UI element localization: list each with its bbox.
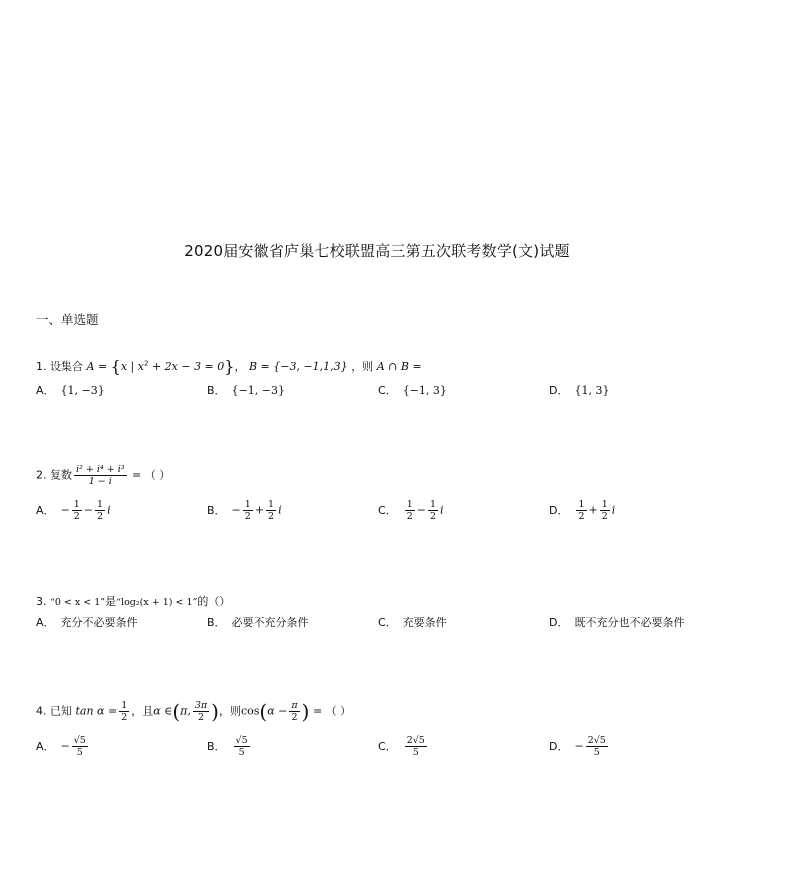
sign: − bbox=[60, 503, 70, 517]
condition-1: “0 < x < 1” bbox=[50, 597, 106, 608]
option-letter: C． bbox=[378, 739, 397, 753]
option-c bbox=[378, 735, 429, 758]
fraction: $\frac{1}{2}$ bbox=[244, 499, 251, 522]
left-brace-icon: { bbox=[110, 357, 121, 376]
stem-mid: ，且 bbox=[131, 704, 154, 718]
option-d bbox=[549, 735, 610, 758]
exponent: 2 bbox=[143, 359, 149, 368]
imaginary-unit: i bbox=[611, 503, 616, 517]
imaginary-unit: i bbox=[278, 503, 282, 517]
fraction: $\frac{√5}{5}$ bbox=[73, 735, 86, 758]
numerator: i² + i⁴ + i³ bbox=[76, 464, 125, 475]
target-expression: A ∩ B = bbox=[376, 360, 422, 373]
fraction: $\frac{\pi}{2}$ bbox=[291, 700, 298, 723]
stem-prefix: 已知 bbox=[50, 704, 72, 718]
option-d bbox=[549, 616, 684, 630]
stem-tail: 的（） bbox=[197, 595, 231, 608]
option-letter: B． bbox=[207, 384, 226, 397]
complex-fraction bbox=[74, 464, 127, 487]
option-letter: D． bbox=[549, 616, 569, 629]
option-c bbox=[378, 616, 447, 630]
stem-mid: ，则 bbox=[351, 360, 374, 373]
stem-prefix: 复数 bbox=[50, 468, 72, 482]
option-a bbox=[36, 384, 105, 398]
option-b bbox=[207, 384, 285, 398]
membership: α ∈ bbox=[153, 704, 173, 718]
fraction: $\frac{1}{2}$ bbox=[121, 700, 128, 723]
option-letter: A． bbox=[36, 616, 55, 629]
option-letter: D． bbox=[549, 739, 569, 753]
stem-suffix: = （ ） bbox=[312, 704, 352, 718]
tan-expression: tan α = bbox=[75, 704, 118, 718]
condition-2: “log₂(x + 1) < 1” bbox=[116, 597, 198, 608]
option-b bbox=[207, 499, 282, 522]
fraction: $\frac{1}{2}$ bbox=[429, 499, 436, 522]
option-letter: C． bbox=[378, 384, 397, 397]
sign: − bbox=[416, 503, 426, 517]
stem-mid: 是 bbox=[105, 595, 117, 608]
option-letter: A． bbox=[36, 384, 55, 397]
option-c bbox=[378, 499, 444, 522]
denominator: 1 − i bbox=[88, 476, 112, 487]
set-b: B = {−3, −1,1,3} bbox=[248, 360, 348, 373]
fraction: $\frac{√5}{5}$ bbox=[235, 735, 248, 758]
imaginary-unit: i bbox=[107, 503, 111, 517]
option-a bbox=[36, 499, 111, 522]
fraction: $\frac{1}{2}$ bbox=[601, 499, 608, 522]
interval-left: π, bbox=[180, 704, 191, 718]
option-b bbox=[207, 735, 252, 758]
question-4-stem bbox=[36, 700, 351, 723]
option-letter: B． bbox=[207, 739, 226, 753]
option-text: {1, −3} bbox=[60, 384, 105, 397]
sign: − bbox=[574, 739, 584, 753]
option-d bbox=[549, 499, 615, 522]
sign: + bbox=[588, 503, 598, 517]
option-text: {−1, 3} bbox=[402, 384, 447, 397]
cos-expression: cos bbox=[240, 704, 260, 718]
sign: − bbox=[83, 503, 94, 517]
right-paren-icon: ) bbox=[211, 699, 219, 724]
option-letter: A． bbox=[36, 503, 55, 517]
left-paren-icon: ( bbox=[259, 699, 268, 724]
option-text: {−1, −3} bbox=[231, 384, 285, 397]
imaginary-unit: i bbox=[440, 503, 444, 517]
sign: − bbox=[231, 503, 241, 517]
stem-mid: ，则 bbox=[218, 704, 241, 718]
question-3-stem bbox=[36, 595, 230, 610]
stem-suffix: = （ ） bbox=[132, 468, 171, 482]
option-letter: B． bbox=[207, 503, 226, 517]
section-heading: 一、单选题 bbox=[36, 312, 99, 327]
option-text: 既不充分也不必要条件 bbox=[574, 616, 685, 629]
question-2-stem bbox=[36, 464, 170, 487]
option-a bbox=[36, 735, 90, 758]
fraction: $\frac{3\pi}{2}$ bbox=[194, 700, 208, 723]
option-letter: B． bbox=[207, 616, 226, 629]
fraction: $\frac{1}{2}$ bbox=[578, 499, 585, 522]
left-paren-icon: ( bbox=[172, 699, 181, 724]
option-a bbox=[36, 616, 138, 630]
option-letter: C． bbox=[378, 616, 397, 629]
stem-prefix: 设集合 bbox=[50, 360, 83, 373]
set-a-tail: + 2x − 3 = 0 bbox=[151, 360, 225, 373]
option-text: 充要条件 bbox=[402, 616, 447, 629]
question-number: 3. bbox=[36, 595, 47, 608]
option-letter: A． bbox=[36, 739, 55, 753]
fraction: $\frac{1}{2}$ bbox=[73, 499, 80, 522]
sign: + bbox=[254, 503, 265, 517]
option-text: 充分不必要条件 bbox=[60, 616, 138, 629]
fraction: $\frac{1}{2}$ bbox=[97, 499, 104, 522]
sign: − bbox=[60, 739, 70, 753]
cos-argument: α − bbox=[267, 704, 288, 718]
fraction: $\frac{1}{2}$ bbox=[268, 499, 275, 522]
question-1-stem: 1. 设集合 A = {x | $x^2 + 2x - 3 = 0$}， B = {−3, −1,1,3} ，则 A ∩ B = bbox=[36, 357, 422, 376]
page-title: 2020届安徽省庐巢七校联盟高三第五次联考数学(文)试题 bbox=[184, 242, 570, 260]
set-a-body: x | x bbox=[120, 360, 144, 373]
question-number: 1. bbox=[36, 360, 47, 373]
option-letter: D． bbox=[549, 384, 569, 397]
right-paren-icon: ) bbox=[301, 699, 310, 724]
option-d bbox=[549, 384, 609, 398]
question-number: 4. bbox=[36, 704, 47, 718]
option-letter: C． bbox=[378, 503, 397, 517]
option-letter: D． bbox=[549, 503, 569, 517]
fraction: $\frac{2√5}{5}$ bbox=[587, 735, 606, 758]
option-text: 必要不充分条件 bbox=[231, 616, 309, 629]
option-b bbox=[207, 616, 309, 630]
fraction: $\frac{1}{2}$ bbox=[406, 499, 413, 522]
question-number: 2. bbox=[36, 468, 47, 482]
fraction: $\frac{2√5}{5}$ bbox=[406, 735, 425, 758]
option-text: {1, 3} bbox=[574, 384, 610, 397]
option-c bbox=[378, 384, 447, 398]
set-a-lhs: A = bbox=[86, 360, 108, 373]
right-brace-icon: } bbox=[224, 357, 235, 376]
